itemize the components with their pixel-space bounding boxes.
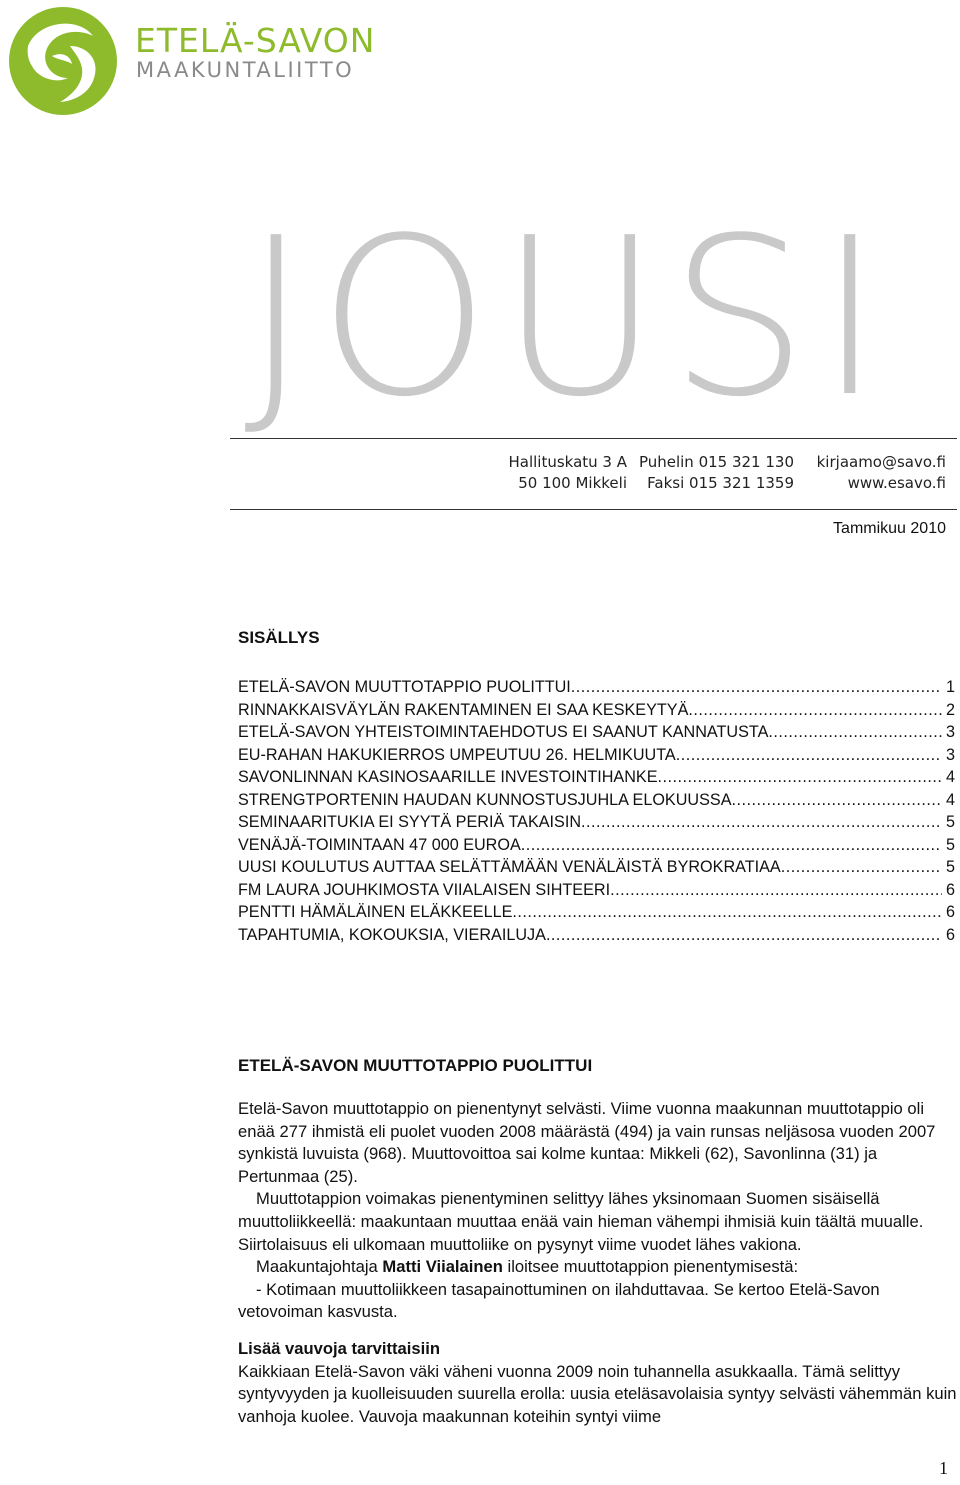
phone-number: Puhelin 015 321 130 [638,453,794,471]
address-street: Hallituskatu 3 A [508,453,627,471]
toc-item[interactable] [238,901,955,924]
toc-item[interactable] [238,699,955,722]
article-title: ETELÄ-SAVON MUUTTOTAPPIO PUOLITTUI [238,1056,593,1075]
article-paragraph: Kaikkiaan Etelä-Savon väki väheni vuonna 2009 noin tuhannella asukkaalla. Tämä selittyy syntyvyyden ja kuolleisuuden suurella erolla: uusia eteläsavolaisia syntyy selvästi vähemmän kuin vanhoja kuolee. Vauvoja maakunnan koteihin syntyi viime [238,1361,957,1426]
toc-item-title: PENTTI HÄMÄLÄINEN ELÄKKEELLE [238,903,513,921]
toc-item-title: TAPAHTUMIA, KOKOUKSIA, VIERAILUJA [238,925,546,944]
toc-item-page: 4 [945,768,955,786]
toc-leader-dots [610,879,942,902]
toc-item-title: SAVONLINNAN KASINOSAARILLE INVESTOINTIHANKE [238,768,658,786]
article-paragraph [238,1256,958,1279]
toc-item-page: 3 [945,745,955,764]
email-address: kirjaamo@savo.fi [816,453,946,471]
toc-item[interactable] [238,856,955,879]
toc-item[interactable] [238,811,955,834]
toc-item-page: 6 [945,903,955,921]
toc-leader-dots [546,924,942,947]
toc-item-title: ETELÄ-SAVON MUUTTOTAPPIO PUOLITTUI [238,678,571,696]
toc-leader-dots [512,901,942,924]
article-body [238,1098,958,1428]
toc-item-page: 6 [945,925,955,944]
toc-item[interactable] [238,924,955,947]
page-number: 1 [939,1458,948,1478]
toc-item[interactable] [238,879,955,902]
toc-item-page: 3 [945,723,955,741]
toc-item-page: 4 [945,790,955,809]
address-city: 50 100 Mikkeli [518,474,627,492]
toc-item-page: 1 [945,678,955,696]
article-text: iloitsee muuttotappion pienentymisestä: [502,1257,799,1277]
toc-item-title: UUSI KOULUTUS AUTTAA SELÄTTÄMÄÄN VENÄLÄISTÄ BYROKRATIAA [238,858,781,876]
toc-leader-dots [688,699,942,722]
website-address: www.esavo.fi [847,474,946,492]
toc-item-page: 2 [945,700,955,719]
toc-item-page: 6 [945,880,955,899]
toc-item-page: 5 [945,858,955,876]
article-text: Maakuntajohtaja [256,1257,383,1277]
toc-leader-dots [781,856,942,879]
toc-item[interactable] [238,789,955,812]
toc-item[interactable] [238,676,955,699]
article-paragraph: Etelä-Savon muuttotappio on pienentynyt selvästi. Viime vuonna maakunnan muuttotappio oli enää 277 ihmistä eli puolet vuoden 2008 määrästä (494) ja vain runsas neljäsosa vuoden 2007 synkistä luvuista (968). Muuttovoittoa sai kolme kuntaa: Mikkeli (62), Savonlinna (31) ja Pertunmaa (25). [238,1099,936,1186]
toc-item[interactable] [238,744,955,767]
toc-item-title: EU-RAHAN HAKUKIERROS UMPEUTUU 26. HELMIKUUTA [238,745,676,764]
article-paragraph: Muuttotappion voimakas pienentyminen selittyy lähes yksinomaan Suomen sisäisellä muuttoliikkeellä: maakuntaan muuttaa enää vain hieman vähempi ihmisiä kuin täältä muualle. Siirtolaisuus eli ulkomaan muuttoliike on pysynyt viime vuodet lähes vakiona. [238,1189,924,1254]
toc-leader-dots [571,676,942,699]
leaf-swirl-icon [8,6,118,116]
fax-number: Faksi 015 321 1359 [647,474,794,492]
toc-item[interactable] [238,721,955,744]
toc-item-title: STRENGTPORTENIN HAUDAN KUNNOSTUSJUHLA ELOKUUSSA [238,790,732,809]
issue-date: Tammikuu 2010 [833,520,946,537]
toc-leader-dots [732,789,942,812]
table-of-contents [238,676,955,946]
toc-item-title: RINNAKKAISVÄYLÄN RAKENTAMINEN EI SAA KESKEYTYÄ [238,700,689,719]
toc-leader-dots [581,811,942,834]
toc-leader-dots [658,766,942,789]
person-name: Matti Viialainen [382,1257,503,1277]
toc-leader-dots [768,721,942,744]
toc-item[interactable] [238,834,955,857]
toc-item-title: FM LAURA JOUHKIMOSTA VIIALAISEN SIHTEERI [238,880,611,899]
toc-item[interactable] [238,766,955,789]
toc-item-title: ETELÄ-SAVON YHTEISTOIMINTAEHDOTUS EI SAANUT KANNATUSTA [238,723,769,741]
article-subheading: Lisää vauvoja tarvittaisiin [238,1338,440,1358]
toc-item-page: 5 [945,835,955,854]
brand-name: ETELÄ-SAVON [135,21,376,60]
toc-item-page: 5 [945,813,955,831]
toc-item-title: VENÄJÄ-TOIMINTAAN 47 000 EUROA [238,835,521,854]
publication-title: JOUSI [244,192,893,445]
toc-heading: SISÄLLYS [238,628,320,647]
toc-item-title: SEMINAARITUKIA EI SYYTÄ PERIÄ TAKAISIN [238,813,582,831]
toc-leader-dots [676,744,942,767]
divider-bottom [230,509,957,510]
article-quote: - Kotimaan muuttoliikkeen tasapainottuminen on ilahduttavaa. Se kertoo Etelä-Savon vetovoiman kasvusta. [238,1279,880,1322]
brand-subtitle: MAAKUNTALIITTO [136,58,355,82]
toc-leader-dots [521,834,942,857]
divider-top [230,438,957,439]
